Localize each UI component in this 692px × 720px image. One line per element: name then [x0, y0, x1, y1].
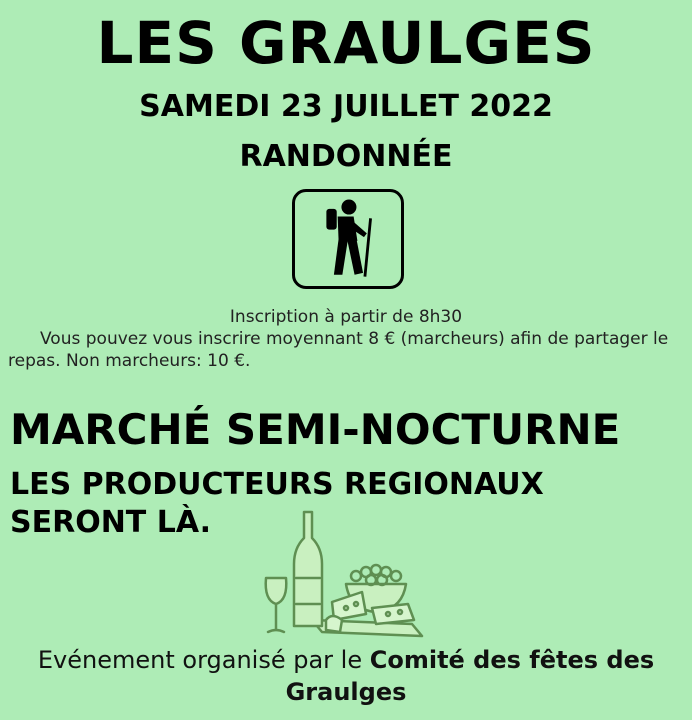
activity-title: RANDONNÉE — [239, 139, 453, 174]
registration-time: Inscription à partir de 8h30 — [229, 307, 463, 327]
producers-line: LES PRODUCTEURS REGIONAUX SERONT LÀ. — [10, 467, 544, 540]
footer-prefix: Evénement organisé par le — [37, 646, 370, 674]
registration-info — [8, 306, 684, 372]
registration-price: Vous pouvez vous inscrire moyennant 8 € (marcheurs) afin de partager le repas. Non marcheurs: 10 €. — [8, 329, 669, 371]
organizer-footer — [0, 644, 692, 708]
organizer-name: Comité des fêtes des Graulges — [285, 646, 655, 706]
event-date: SAMEDI 23 JUILLET 2022 — [139, 89, 553, 124]
event-title: LES GRAULGES — [96, 9, 596, 77]
hiker-icon — [292, 189, 404, 289]
wine-cheese-bread-illustration — [262, 508, 432, 642]
market-title: MARCHÉ SEMI-NOCTURNE — [10, 405, 621, 454]
